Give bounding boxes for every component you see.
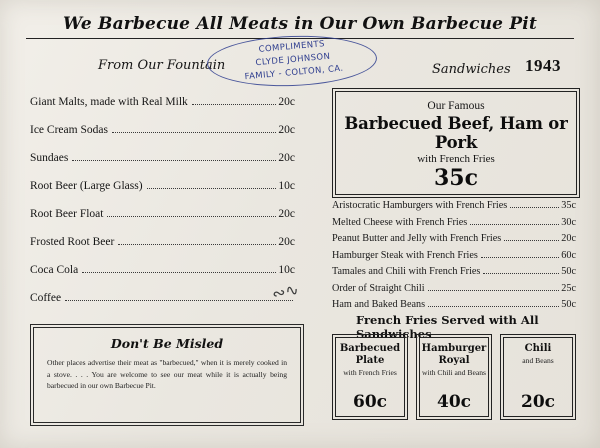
combo-subtitle: with French Fries [343, 368, 397, 377]
combo-inner [419, 337, 489, 417]
combo-price: 20c [520, 392, 555, 412]
combo-price: 40c [436, 392, 471, 412]
item-name: Tamales and Chili with French Fries [332, 266, 481, 277]
item-name: Order of Straight Chili [332, 282, 425, 294]
list-item [30, 264, 295, 292]
list-item [332, 266, 576, 283]
fountain-item-list [30, 96, 301, 320]
leader-dots [107, 215, 276, 217]
item-name: Aristocratic Hamburgers with French Fries [332, 200, 508, 211]
leader-dots [481, 256, 559, 258]
item-name: Sundaes [30, 152, 69, 164]
item-name: Peanut Butter and Jelly with French Fries [332, 233, 502, 244]
item-name: Root Beer Float [30, 208, 104, 220]
leader-dots [483, 272, 559, 274]
handwritten-inscription [206, 33, 378, 89]
combo-subtitle: with Chili and Beans [422, 368, 486, 377]
list-item [332, 233, 576, 250]
item-price: 35c [561, 200, 576, 211]
leader-dots [510, 206, 559, 208]
dont-be-misled-title: Don't Be Misled [110, 336, 224, 351]
leader-dots [118, 243, 276, 245]
item-name: Root Beer (Large Glass) [30, 180, 143, 192]
list-item [30, 208, 295, 236]
combo-inner [335, 337, 405, 417]
featured-special-inner [335, 91, 577, 195]
dont-be-misled-body: Other places advertise their meat as "barbecued," when it is merely cooked in a stove. . . . You are welcome to see our meat while it is actually being barbecued in our own Barbecue Pit. [47, 358, 287, 390]
combo-inner [503, 337, 573, 417]
item-name: Coca Cola [30, 264, 79, 276]
list-item [332, 200, 576, 217]
list-item [30, 152, 295, 180]
combo-title: Barbecued Plate [339, 343, 401, 366]
item-price: 30c [561, 216, 576, 228]
leader-dots [428, 305, 559, 307]
combo-box [332, 334, 408, 420]
inscription-line-2: CLYDE JOHNSON [255, 51, 331, 69]
leader-dots [428, 289, 560, 291]
page-title: We Barbecue All Meats in Our Own Barbecue Pit [62, 14, 538, 34]
leader-dots [112, 131, 276, 133]
leader-dots [82, 271, 276, 273]
inscription-line-1: COMPLIMENTS [258, 39, 326, 55]
leader-dots [504, 239, 559, 241]
leader-dots [65, 299, 293, 301]
combo-title: Hamburger Royal [421, 343, 487, 366]
pencil-doodle-icon: ∾∿ [270, 279, 301, 304]
item-price: 10c [278, 180, 295, 192]
item-price: 60c [561, 249, 576, 261]
leader-dots [470, 223, 559, 225]
featured-special-box [332, 88, 580, 198]
sandwiches-section-heading: Sandwiches [432, 62, 511, 77]
leader-dots [72, 159, 276, 161]
year-label: 1943 [525, 56, 561, 75]
french-fries-note: French Fries Served with All Sandwiches [356, 313, 539, 341]
item-price: 20c [561, 233, 576, 244]
item-name: Ice Cream Sodas [30, 124, 108, 136]
item-name: Frosted Root Beer [30, 236, 115, 248]
item-name: Hamburger Steak with French Fries [332, 249, 478, 261]
item-price: 20c [278, 236, 295, 248]
leader-dots [192, 103, 277, 105]
featured-subtitle: with French Fries [417, 153, 495, 165]
inscription-line-3: FAMILY - COLTON, CA. [244, 63, 344, 83]
item-name: Ham and Baked Beans [332, 299, 426, 310]
featured-price: 35c [433, 165, 478, 191]
combo-subtitle: and Beans [522, 356, 554, 365]
item-price: 50c [561, 299, 576, 310]
dont-be-misled-box [30, 324, 304, 426]
list-item [30, 124, 295, 152]
item-price: 50c [561, 266, 576, 277]
list-item [30, 236, 295, 264]
list-item [30, 96, 295, 124]
combo-title: Chili [524, 343, 552, 354]
leader-dots [147, 187, 277, 189]
list-item [332, 250, 576, 267]
list-item [30, 292, 295, 320]
item-price: 20c [278, 124, 295, 136]
item-price: 20c [278, 208, 295, 220]
combo-box [416, 334, 492, 420]
combo-box [500, 334, 576, 420]
list-item [332, 217, 576, 234]
item-price: 25c [561, 282, 576, 294]
fountain-section-heading: From Our Fountain [98, 58, 226, 73]
item-name: Coffee [30, 292, 62, 304]
item-name: Giant Malts, made with Real Milk [30, 96, 188, 108]
list-item [30, 180, 295, 208]
dont-be-misled-inner [33, 327, 301, 423]
item-name: Melted Cheese with French Fries [332, 216, 468, 228]
featured-title: Barbecued Beef, Ham or Pork [344, 114, 568, 152]
item-price: 10c [278, 264, 295, 276]
item-price: 20c [278, 152, 295, 164]
featured-eyebrow: Our Famous [427, 100, 485, 112]
combo-price: 60c [352, 392, 387, 412]
sandwich-item-list [332, 200, 576, 316]
item-price: 20c [278, 96, 295, 108]
combo-boxes [332, 334, 576, 420]
list-item [332, 283, 576, 300]
